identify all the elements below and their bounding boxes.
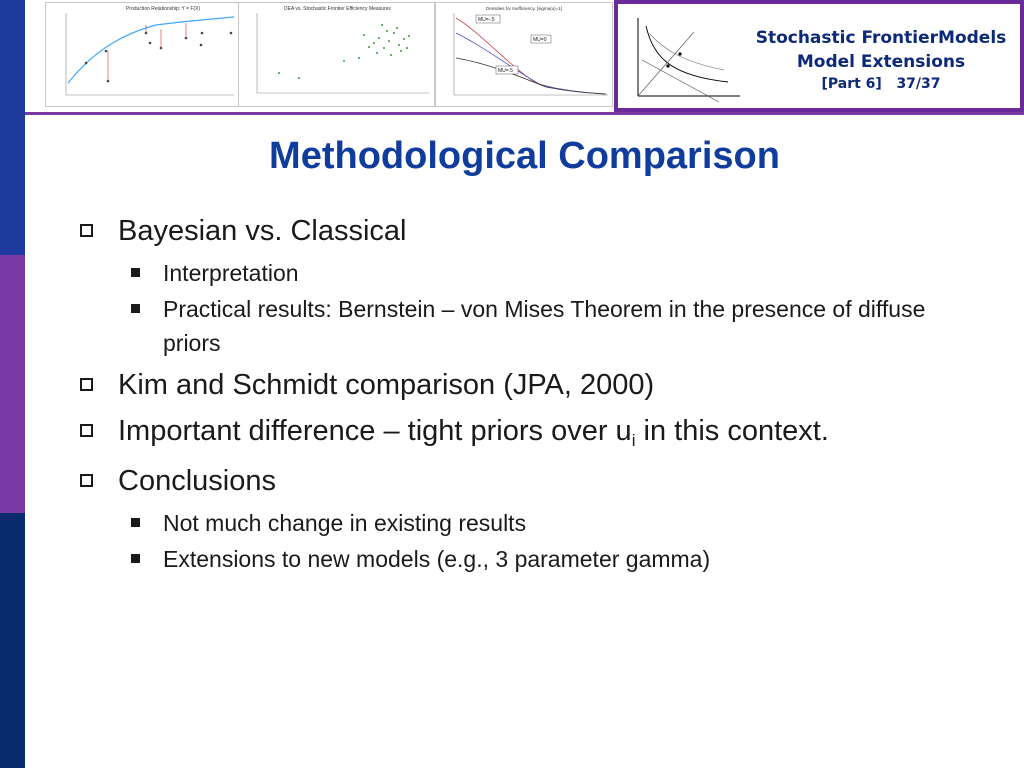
sidebar-stripe-top	[0, 0, 25, 255]
square-bullet-icon	[131, 268, 140, 277]
thumbnail-title: Production Relationship: Y = F(X)	[126, 6, 201, 12]
bullet-item	[80, 462, 980, 500]
header-band	[25, 0, 1024, 112]
sub-bullet-text: Extensions to new models (e.g., 3 parameter gamma)	[163, 546, 711, 572]
hollow-square-bullet-icon	[80, 474, 93, 487]
bullet-text: Conclusions	[118, 465, 276, 497]
bullet-text-before: Important difference – tight priors over u	[118, 415, 632, 447]
thumbnail-label: MU=.5	[498, 68, 513, 74]
thumbnail-label: MU=0	[533, 37, 547, 43]
thumbnail-scatter-chart	[238, 2, 435, 107]
sub-bullet-item	[118, 256, 980, 290]
deck-title: Stochastic FrontierModels	[755, 28, 1007, 48]
thumbnail-title: Densities for Inefficiency, [sigma(u)=1]	[486, 6, 562, 11]
deck-subtitle: Model Extensions	[796, 52, 966, 72]
thumbnail-title: DEA vs. Stochastic Frontier Efficiency Measures	[284, 6, 391, 12]
square-bullet-icon	[131, 304, 140, 313]
sub-bullet-item	[118, 292, 980, 360]
square-bullet-icon	[131, 554, 140, 563]
sub-bullet-item	[118, 506, 980, 540]
header-divider	[25, 112, 1024, 115]
thumbnail-label: MU=-.5	[478, 17, 495, 23]
sub-bullet-text: Interpretation	[163, 260, 299, 286]
bullet-item	[80, 366, 980, 404]
bullet-text: Bayesian vs. Classical	[118, 215, 407, 247]
sub-bullet-item	[118, 542, 980, 576]
bullet-text-after: in this context.	[635, 415, 829, 447]
sub-bullet-text: Practical results: Bernstein – von Mises Theorem in the presence of diffuse priors	[163, 296, 926, 356]
bullet-item	[80, 212, 980, 250]
sub-bullet-text: Not much change in existing results	[163, 510, 527, 536]
page-indicator	[748, 74, 1014, 94]
part-label: [Part 6]	[821, 76, 882, 92]
subscript: i	[631, 431, 636, 450]
course-badge	[614, 0, 1024, 112]
bullet-item	[80, 412, 980, 454]
slide-body	[80, 212, 980, 580]
thumbnail-density-chart	[435, 2, 613, 107]
thumbnail-production-chart	[45, 2, 239, 107]
sidebar-stripe-bottom	[0, 513, 25, 768]
hollow-square-bullet-icon	[80, 424, 93, 437]
square-bullet-icon	[131, 518, 140, 527]
sidebar-stripe-middle	[0, 255, 25, 513]
hollow-square-bullet-icon	[80, 224, 93, 237]
bullet-text: Kim and Schmidt comparison (JPA, 2000)	[118, 369, 655, 401]
hollow-square-bullet-icon	[80, 378, 93, 391]
slide-title: Methodological Comparison	[269, 135, 780, 177]
page-number: 37/37	[896, 76, 941, 92]
isoquant-diagram	[624, 10, 744, 106]
